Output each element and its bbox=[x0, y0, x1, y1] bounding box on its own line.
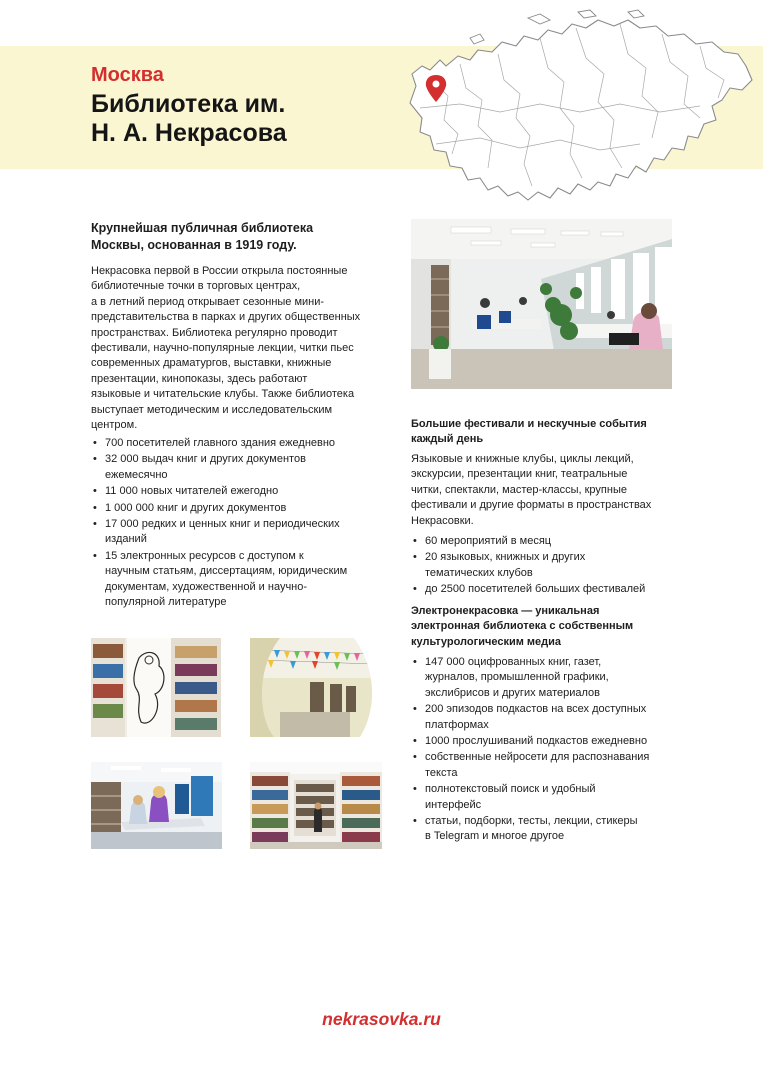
website-link[interactable]: nekrasovka.ru bbox=[322, 1009, 441, 1029]
list-item: • 147 000 оцифрованных книг, газет, журналов, промышленной графики, экслибрисов и других материалов bbox=[411, 655, 711, 701]
list-item: • 1000 прослушиваний подкастов ежедневно bbox=[411, 734, 711, 749]
body-line: библиотечные точки в торговых центрах, bbox=[91, 280, 301, 293]
elibrary-list bbox=[411, 655, 711, 846]
title-line: Библиотека им. bbox=[91, 90, 286, 118]
stats-list bbox=[91, 436, 391, 611]
body-line: презентации, кинопоказы, здесь работают bbox=[91, 372, 308, 385]
body-line: языковые и читательские клубы. Также библиотека bbox=[91, 388, 355, 401]
bookshelf-mural-photo bbox=[91, 638, 221, 737]
russia-map-icon bbox=[400, 8, 763, 208]
list-item: • 200 эпизодов подкастов на всех доступных платформах bbox=[411, 702, 711, 733]
festivals-text: Языковые и книжные клубы, циклы лекций, экскурсии, презентации книг, театральные читки, спектакли, мастер-классы, крупные фестивали и другие форматы в пространствах Некрасовки. bbox=[411, 453, 652, 527]
elibrary-heading: Электронекрасовка — уникальная электронная библиотека с собственным культурологическим медиа bbox=[411, 605, 634, 648]
list-item: • статьи, подборки, тесты, лекции, стикеры в Telegram и многое другое bbox=[411, 814, 711, 845]
body-line: центром. bbox=[91, 419, 138, 432]
festivals-list bbox=[411, 534, 711, 599]
bookshelves-aisle-photo bbox=[250, 762, 382, 849]
list-item: • 700 посетителей главного здания ежедневно bbox=[91, 436, 391, 451]
list-item: • 32 000 выдач книг и других документов ежемесячно bbox=[91, 452, 391, 483]
list-item: • 1 000 000 книг и других документов bbox=[91, 501, 391, 516]
lead-line: Крупнейшая публичная библиотека bbox=[91, 221, 314, 235]
page-title bbox=[91, 90, 391, 148]
body-line: а в летний период открывает сезонные мини- bbox=[91, 295, 325, 308]
readers-table-photo bbox=[91, 762, 222, 849]
list-item: • 60 мероприятий в месяц bbox=[411, 534, 711, 549]
body-line: представительства в парках и других общественных bbox=[91, 311, 361, 324]
list-item: • 15 электронных ресурсов с доступом к научным статьям, диссертациям, юридическим документам, художественной и научно- популярной литературе bbox=[91, 549, 391, 611]
festive-flags-photo bbox=[250, 638, 382, 737]
body-line: пространствах. Библиотека регулярно проводит bbox=[91, 326, 338, 339]
body-line: современных драматургов, выставки, книжные bbox=[91, 357, 332, 370]
list-item: • 11 000 новых читателей ежегодно bbox=[91, 484, 391, 499]
list-item: • 20 языковых, книжных и других тематических клубов bbox=[411, 550, 711, 581]
list-item: • собственные нейросети для распознавания текста bbox=[411, 750, 711, 781]
intro-body bbox=[91, 264, 391, 433]
list-item: • до 2500 посетителей больших фестивалей bbox=[411, 582, 711, 597]
list-item: • полнотекстовый поиск и удобный интерфейс bbox=[411, 782, 711, 813]
lead-line: Москвы, основанная в 1919 году. bbox=[91, 238, 297, 252]
festivals-heading: Большие фестивали и нескучные события каждый день bbox=[411, 418, 647, 446]
city-label: Москва bbox=[91, 64, 164, 86]
intro-lead bbox=[91, 220, 391, 254]
title-line: Н. А. Некрасова bbox=[91, 119, 287, 147]
body-line: фестивали, научно-популярные лекции, читки пьес bbox=[91, 342, 354, 355]
list-item: • 17 000 редких и ценных книг и периодических изданий bbox=[91, 517, 391, 548]
body-line: выступает методическим и исследовательским bbox=[91, 403, 333, 416]
body-line: Некрасовка первой в России открыла постоянные bbox=[91, 265, 348, 277]
reading-hall-photo bbox=[411, 219, 672, 389]
